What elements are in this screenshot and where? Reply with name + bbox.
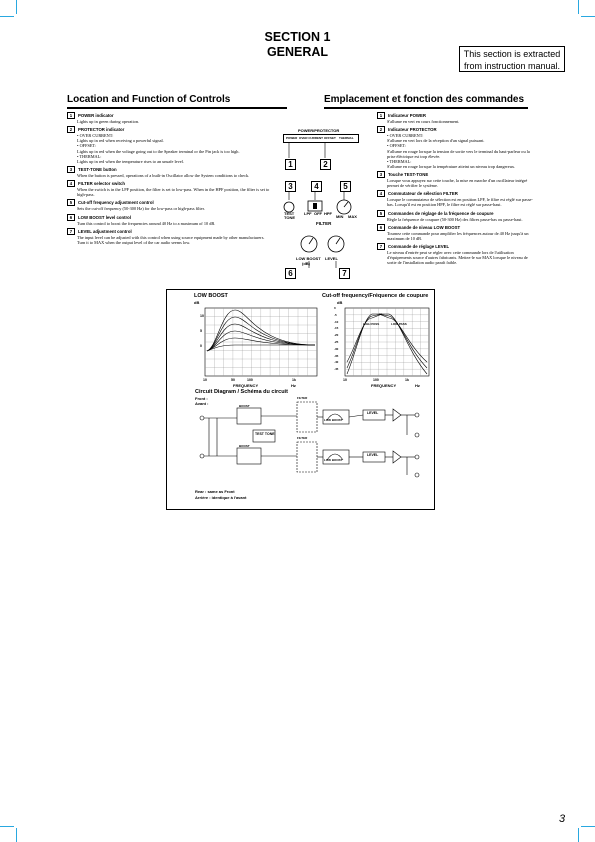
crop-mark-top-right [578, 0, 579, 14]
indicator-label: OFFSET [324, 136, 336, 140]
circuit-rear-note: Rear : same as Front [195, 489, 235, 494]
item-description: • OFFSET: [77, 143, 97, 149]
cutoff-ytick: 0 [334, 306, 336, 310]
indicator-title: POWER/PROTECTOR [298, 128, 340, 133]
crop-mark-bottom-left [0, 826, 14, 827]
control-item [67, 166, 270, 178]
circuit-test-tone: TEST TONE [255, 432, 275, 436]
callout-3: 3 [285, 181, 296, 192]
item-description: Lights up in red when the voltage going out to the Speaker terminal or the Pin jack is too high. [77, 148, 240, 154]
cutoff-annotation-high-pass: HIGH PASS [363, 322, 380, 326]
crop-mark-bottom-left [16, 828, 17, 842]
cutoff-graph-title: Cut-off frequency/Fréquence de coupure [322, 293, 429, 299]
circuit-title: Circuit Diagram / Schéma du circuit [195, 389, 288, 395]
page-number: 3 [559, 813, 566, 825]
item-title: LEVEL adjustment control [78, 228, 132, 234]
circuit-level-label: LEVEL [367, 453, 379, 457]
extract-note-line1: This section is extracted [463, 49, 561, 59]
item-number: 5 [377, 210, 385, 217]
cutoff-xlabel: FREQUENCY [371, 383, 397, 388]
item-number: 3 [377, 171, 385, 178]
item-title: Cut-off frequency adjustment control [78, 200, 154, 206]
item-title: Touche TEST-TONE [388, 171, 429, 177]
hpf-label: HPF [324, 211, 332, 216]
control-item [67, 228, 270, 245]
item-title: Indicateur POWER [388, 113, 426, 118]
low-boost-xunit: Hz [291, 383, 296, 388]
item-description: Lights up in green during operation. [77, 119, 140, 125]
crop-mark-bottom-right [581, 826, 595, 827]
low-boost-curve [207, 324, 315, 351]
heading-french: Emplacement et fonction des commandes [324, 94, 525, 105]
item-description: S'allume en vert lors de la réception d'un signal puissant. [387, 138, 485, 144]
control-item [377, 190, 537, 207]
control-item [377, 210, 537, 222]
circuit-boost-label: BOOST [239, 444, 250, 448]
cutoff-ytick: -40 [334, 360, 339, 365]
item-title: Indicateur PROTECTOR [388, 127, 437, 133]
item-title: PROTECTOR indicator [78, 127, 125, 133]
cutoff-ytick: -20 [334, 333, 339, 338]
item-title: LOW BOOST level control [78, 214, 131, 220]
circuit-boost-label: BOOST [239, 404, 250, 408]
callout-7: 7 [339, 268, 350, 279]
item-title: FILTER selector switch [78, 181, 125, 187]
callout-4: 4 [311, 181, 322, 192]
french-column [377, 112, 537, 267]
cutoff-annotation-low-pass: LOW PASS [391, 322, 407, 326]
cutoff-grid [345, 308, 429, 376]
item-number: 6 [67, 214, 75, 221]
item-title: TEST-TONE button [78, 166, 117, 172]
circuit-filter-label: FILTER [297, 436, 308, 440]
circuit-arriere-note: Arrière : identique à l'avant [195, 495, 247, 500]
item-description: Le niveau d'entrée peut se régler avec cette commande lors de l'utilisation d'équipements source d'autres fabricants. Mettez-le sur MAX lorsque le niveau de sortie de l'installation audio paraît faible. [387, 250, 528, 266]
item-description: The input level can be adjusted with this control when using source equipment made by other manufacturers. Turn it to MAX when the output level of the car audio seems low. [77, 234, 265, 245]
item-number: 3 [67, 166, 75, 173]
cutoff-ytick: -25 [334, 340, 339, 344]
cutoff-ytick: -45 [334, 367, 339, 372]
cutoff-graph-unit: dB [337, 300, 343, 305]
circuit-low-boost-label: LOW BOOST [324, 458, 343, 462]
crop-mark-top-left [16, 0, 17, 14]
control-item [67, 180, 270, 197]
extract-note [459, 46, 565, 72]
cutoff-ytick: -35 [334, 353, 339, 358]
extract-note-line2: from instruction manual. [463, 61, 561, 71]
item-description: • OFFSET: [387, 143, 407, 149]
callout-6: 6 [285, 268, 296, 279]
item-description: Sets the cut-off frequency (50-300 Hz) for the low-pass or high-pass filter. [77, 206, 205, 212]
heading-rule-left [67, 107, 287, 109]
cutoff-ytick: -10 [334, 319, 339, 324]
item-number: 1 [67, 112, 75, 119]
item-description: Lights up in red when the temperature rises to an unsafe level. [77, 158, 184, 164]
crop-mark-top-right [581, 16, 595, 17]
db-label: (dB) [302, 261, 310, 266]
control-item [377, 126, 537, 169]
item-description: • OVER CURRENT: [77, 133, 114, 139]
crop-mark-top-left [0, 16, 14, 17]
lpf-label: LPF [304, 211, 312, 216]
circuit-avant: Avant : [195, 401, 209, 406]
low-boost-graph-unit: dB [194, 300, 200, 305]
control-item [67, 214, 270, 226]
max-label: MAX [348, 214, 357, 219]
item-title: Commutateur de sélection FILTER [388, 191, 458, 197]
control-item [377, 112, 537, 124]
circuit-filter-label: FILTER [297, 396, 308, 400]
cutoff-xtick: 10 [343, 378, 347, 382]
item-description: • OVER CURRENT: [387, 133, 424, 139]
control-item [67, 199, 270, 211]
callout-1: 1 [285, 159, 296, 170]
callout-5: 5 [340, 181, 351, 192]
item-number: 7 [67, 228, 75, 235]
circuit-low-boost-label: LOW BOOST [324, 418, 343, 422]
item-description: S'allume en rouge lorsque la tension de sortie vers le terminal du haut-parleur ou la prise éléctrique est trop élevée. [387, 148, 530, 159]
item-description: Tournez cette commande pour amplifier les fréquences autour de 40 Hz jusqu'à un maximum de 10 dB. [387, 230, 529, 241]
callout-lines [283, 140, 363, 160]
item-number: 4 [377, 190, 385, 197]
low-boost-xlabel: FREQUENCY [233, 383, 259, 388]
circuit-front: Front : [195, 396, 208, 401]
control-item [67, 112, 270, 124]
heading-english: Location and Function of Controls [67, 94, 231, 105]
filter-label: FILTER [316, 221, 332, 226]
control-item [377, 243, 537, 265]
item-description: Turn this control to boost the frequencies around 40 Hz to a maximum of 10 dB. [77, 220, 216, 226]
item-description: Lights up in red when receiving a powerful signal. [77, 138, 164, 144]
item-number: 4 [67, 180, 75, 187]
cutoff-xtick: 100 [373, 378, 379, 382]
low-boost-ytick: 0 [200, 344, 202, 348]
test-label: TEST [284, 211, 295, 216]
low-boost-curve [207, 345, 315, 351]
item-number: 7 [377, 243, 385, 250]
cutoff-ytick: -15 [334, 326, 339, 331]
item-number: 5 [67, 199, 75, 206]
low-boost-xtick: 50 [231, 378, 235, 382]
tone-label: TONE [284, 215, 296, 220]
item-title: Commande de réglage LEVEL [388, 243, 450, 249]
indicator-label: THERMAL [339, 136, 354, 140]
low-boost-ytick: 5 [200, 329, 202, 333]
low-boost-ytick: 10 [200, 314, 204, 318]
heading-rule-right [324, 107, 528, 109]
circuit-level-label: LEVEL [367, 411, 379, 415]
item-title: Commandes de réglage de la fréquence de coupure [388, 210, 494, 216]
min-label: MIN [336, 214, 344, 219]
item-number: 2 [67, 126, 75, 133]
cutoff-ytick: -5 [334, 312, 337, 317]
level-label: LEVEL [325, 256, 338, 261]
item-description: • THERMAL: [77, 153, 102, 159]
graphs-svg [167, 290, 434, 390]
item-description: Lorsque le commutateur de sélection est en position LPF, le filtre est réglé sur passe-bas. Lorsqu'il est en position HPF, le filtre est réglé sur passe-haut. [387, 197, 533, 208]
item-description: Lorsque vous appuyez sur cette touche, la mise en marche d'un oscillateur intégré permet de vérifier le système. [387, 178, 528, 189]
cutoff-xtick: 1k [405, 378, 409, 382]
low-boost-xtick: 100 [247, 378, 253, 382]
cutoff-ytick: -30 [334, 346, 339, 351]
item-number: 2 [377, 126, 385, 133]
crop-mark-bottom-right [578, 828, 579, 842]
item-description: Règle la fréquence de coupure (50-300 Hz) des filtres passe-bas ou passe-haut. [387, 216, 523, 222]
english-column [67, 112, 270, 247]
control-item [377, 224, 537, 241]
item-title: POWER indicator [78, 113, 114, 118]
off-label: OFF [314, 211, 322, 216]
low-boost-curves [207, 310, 315, 351]
item-number: 1 [377, 112, 385, 119]
low-boost-label: LOW BOOST [296, 256, 321, 261]
circuit-diagram [167, 390, 434, 505]
item-description: • THERMAL: [387, 158, 412, 164]
low-boost-xtick: 1k [292, 378, 296, 382]
item-number: 6 [377, 224, 385, 231]
item-description: S'allume en vert en cours fonctionnement. [387, 119, 460, 125]
low-boost-xtick: 10 [203, 378, 207, 382]
cutoff-xunit: Hz [415, 383, 420, 388]
control-item [67, 126, 270, 164]
callout-2: 2 [320, 159, 331, 170]
indicator-label: OVER CURRENT [299, 136, 324, 140]
indicator-label: POWER [286, 136, 298, 140]
item-description: When the switch is in the LPF position, the filter is set to low-pass. When in the HPF position, the filter is set to high-pass. [77, 187, 270, 198]
figure-box [166, 289, 435, 510]
section-name: GENERAL [266, 45, 329, 59]
item-description: When the button is pressed, operations of a built-in Oscillator allow the System conditions to check. [77, 172, 250, 178]
item-title: Commande de niveau LOW BOOST [388, 224, 461, 230]
section-number: SECTION 1 [264, 30, 331, 44]
item-description: S'allume en rouge lorsque la température atteint un niveau trop dangereux. [387, 163, 516, 169]
control-item [377, 171, 537, 188]
low-boost-graph-title: LOW BOOST [194, 293, 228, 299]
